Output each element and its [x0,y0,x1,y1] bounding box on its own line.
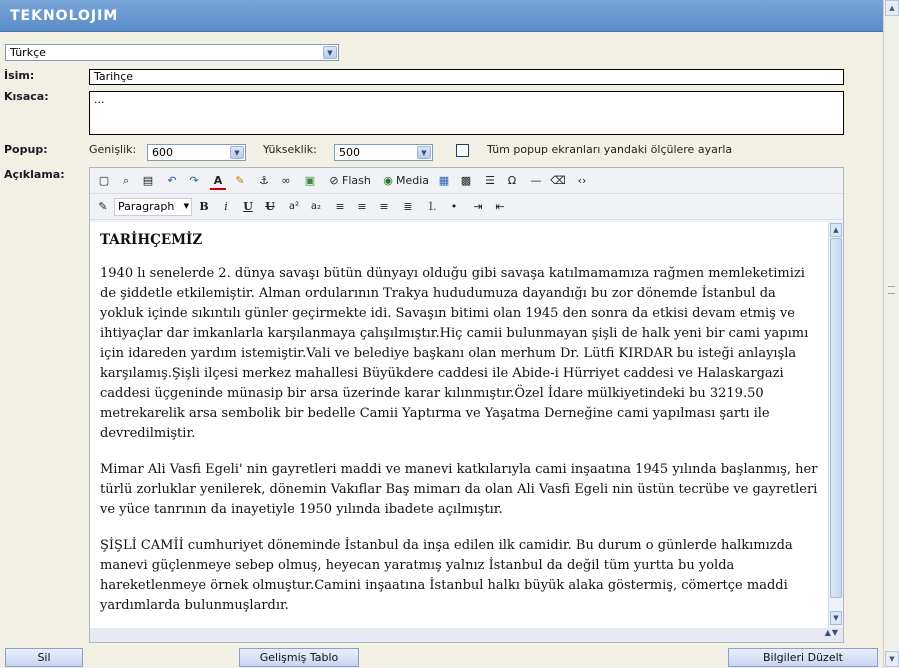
content-paragraph: Mimar Ali Vasfi Egeli' nin gayretleri maddi ve manevi katkılarıyla cami inşaatına 1945 yılında başlanmış, her türlü zorluklar yenilerek, dönemin Vakıflar Baş mimarı da olan Ali Vasfi Egeli nin üstün tecrübe ve gayretleri ve yüce tanrının da inayetiyle 1950 yılında ibadete açılmıştır. [100,462,818,517]
width-label: Genişlik: [89,143,137,156]
scroll-thumb-grip[interactable] [888,286,895,294]
content-paragraph: ŞİŞLİ CAMİİ cumhuriyet döneminde İstanbul da inşa edilen ilk camidir. Bu durum o günlerde halkımızda manevi güçlenmeye sebep olmuş, heyecan yaratmış yalnız İstanbul da değil tüm yurtta bu yolda hareketlenmeye örnek olmuştur.Camini inşaatına İstanbul halkı büyük alaka göstermiş, cömertçe maddi yardımlarda bulunmuşlardır. [100,538,793,613]
language-select-value: Türkçe [10,46,46,59]
summary-textarea-value: ... [94,93,105,106]
flash-button[interactable] [326,172,371,190]
scroll-up-arrow-icon[interactable]: ▲ [885,0,899,16]
media-button[interactable] [380,172,429,190]
height-label: Yükseklik: [263,143,317,156]
image-icon[interactable]: ▣ [304,174,316,187]
indent-icon[interactable]: ⇥ [473,200,483,213]
align-center-icon[interactable]: ≡ [357,200,367,213]
name-input-value: Tarihçe [94,70,134,83]
editor-toolbar-2 [90,194,843,220]
summary-label: Kısaca: [4,90,49,103]
editor-resize-bar[interactable] [90,628,843,642]
eraser-icon[interactable]: ⌫ [550,174,566,187]
scroll-up-arrow-icon[interactable]: ▲ [830,223,842,237]
chevron-down-icon[interactable]: ▼ [230,146,244,159]
page-scrollbar[interactable] [883,0,899,668]
strikethrough-icon[interactable]: U [265,200,275,213]
anchor-icon[interactable]: ⚓ [259,174,269,187]
underline-icon[interactable]: U [243,200,253,213]
special-char-icon[interactable]: Ω [507,174,517,187]
ordered-list-icon[interactable]: ⒈ [426,200,438,213]
apply-all-label: Tüm popup ekranları yandaki ölçülere ayarla [487,143,733,156]
resize-arrows-icon[interactable]: ▲▼ [824,628,839,637]
select-all-icon[interactable]: ▢ [98,174,110,187]
description-label: Açıklama: [4,168,65,181]
style-icon[interactable]: ✎ [98,200,108,213]
app-header [0,0,883,32]
paste-icon[interactable]: ▤ [142,174,154,187]
editor-scroll-thumb[interactable] [830,238,842,598]
format-select[interactable] [114,198,192,216]
flash-icon: ⊘ [329,174,339,187]
content-heading: TARİHÇEMİZ [100,232,203,248]
unordered-list-icon[interactable]: • [450,200,458,213]
align-right-icon[interactable]: ≡ [379,200,389,213]
form-icon[interactable]: ☰ [485,174,495,187]
advanced-table-button[interactable]: Gelişmiş Tablo [239,648,359,667]
redo-icon[interactable]: ↷ [189,174,199,187]
scroll-down-arrow-icon[interactable]: ▼ [830,611,842,625]
content-paragraph: 1940 lı senelerde 2. dünya savaşı bütün dünyayı olduğu gibi savaşa katılmamamıza rağmen memleketimizi de şiddetle etkilemiştir. Alman ordularının Trakya hududumuza dayandığı bu zor dönemde İstanbul da yokluk içinde sıkıntılı günler geçirmekte idi. Savaşın bitimi olan 1945 den sonra da etkisi devam etmiş ve ihtiyaçlar dar imkanlarla karşılanmaya çalışılmıştır.Hiç camii bulunmayan şişli de halk yeni bir cami yapımı için idareden yardım istemiştir.Vali ve belediye başkanı olan merhum Dr. Lütfi KIRDAR bu isteği anlayışla karşılamış.Şişli ilçesi merkez mahallesi Büyükdere caddesi ile Abide-i Hürriyet caddesi ve Halaskargazi caddesi üçgeninde münasip bir arsa üzerinde karar kılınmıştır.Özel İdare mülkiyetindeki bu 3219.50 metrekarelik arsa sembolik bir bedelle Camii Yaptırma ve Yaşatma Derneğine cami yapılması şartı ile devredilmiştir. [100,266,809,441]
table-edit-icon[interactable]: ▩ [460,174,472,187]
apply-all-checkbox[interactable] [456,144,469,157]
media-icon: ◉ [383,174,393,187]
update-button[interactable]: Bilgileri Düzelt [728,648,878,667]
chevron-down-icon[interactable]: ▼ [417,146,431,159]
editor-scrollbar[interactable] [828,222,843,628]
editor-toolbar-1 [90,168,843,194]
summary-textarea[interactable] [89,91,844,135]
rich-text-editor [89,167,844,643]
font-color-icon[interactable]: A [210,172,226,190]
outdent-icon[interactable]: ⇤ [495,200,505,213]
popup-label: Popup: [4,143,48,156]
align-left-icon[interactable]: ≡ [335,200,345,213]
find-icon[interactable]: ⌕ [122,174,130,187]
width-select-value: 600 [152,146,173,159]
subscript-icon[interactable]: a₂ [310,201,322,212]
chevron-down-icon: ▼ [183,202,189,210]
flash-label: Flash [342,174,371,187]
scroll-down-arrow-icon[interactable]: ▼ [885,651,899,667]
horizontal-rule-icon[interactable]: — [530,174,542,187]
highlight-icon[interactable]: ✎ [235,174,245,187]
bold-icon[interactable]: B [199,200,209,213]
chevron-down-icon[interactable]: ▼ [323,46,337,59]
source-code-icon[interactable]: ‹› [577,174,587,187]
width-select[interactable] [147,144,246,161]
superscript-icon[interactable]: a² [288,201,300,212]
language-select[interactable] [5,44,339,61]
media-label: Media [396,174,430,187]
height-select-value: 500 [339,146,360,159]
link-icon[interactable]: ∞ [281,174,291,187]
format-select-value: Paragraph [118,200,175,213]
height-select[interactable] [334,144,433,161]
undo-icon[interactable]: ↶ [167,174,177,187]
editor-content-area[interactable] [90,222,828,628]
name-label: İsim: [4,69,35,82]
table-icon[interactable]: ▦ [438,174,450,187]
italic-icon[interactable]: i [224,200,228,213]
app-logo: TEKNOLOJIM [10,8,119,24]
delete-button[interactable]: Sil [5,648,83,667]
justify-icon[interactable]: ≣ [403,200,413,213]
name-input[interactable] [89,69,844,85]
